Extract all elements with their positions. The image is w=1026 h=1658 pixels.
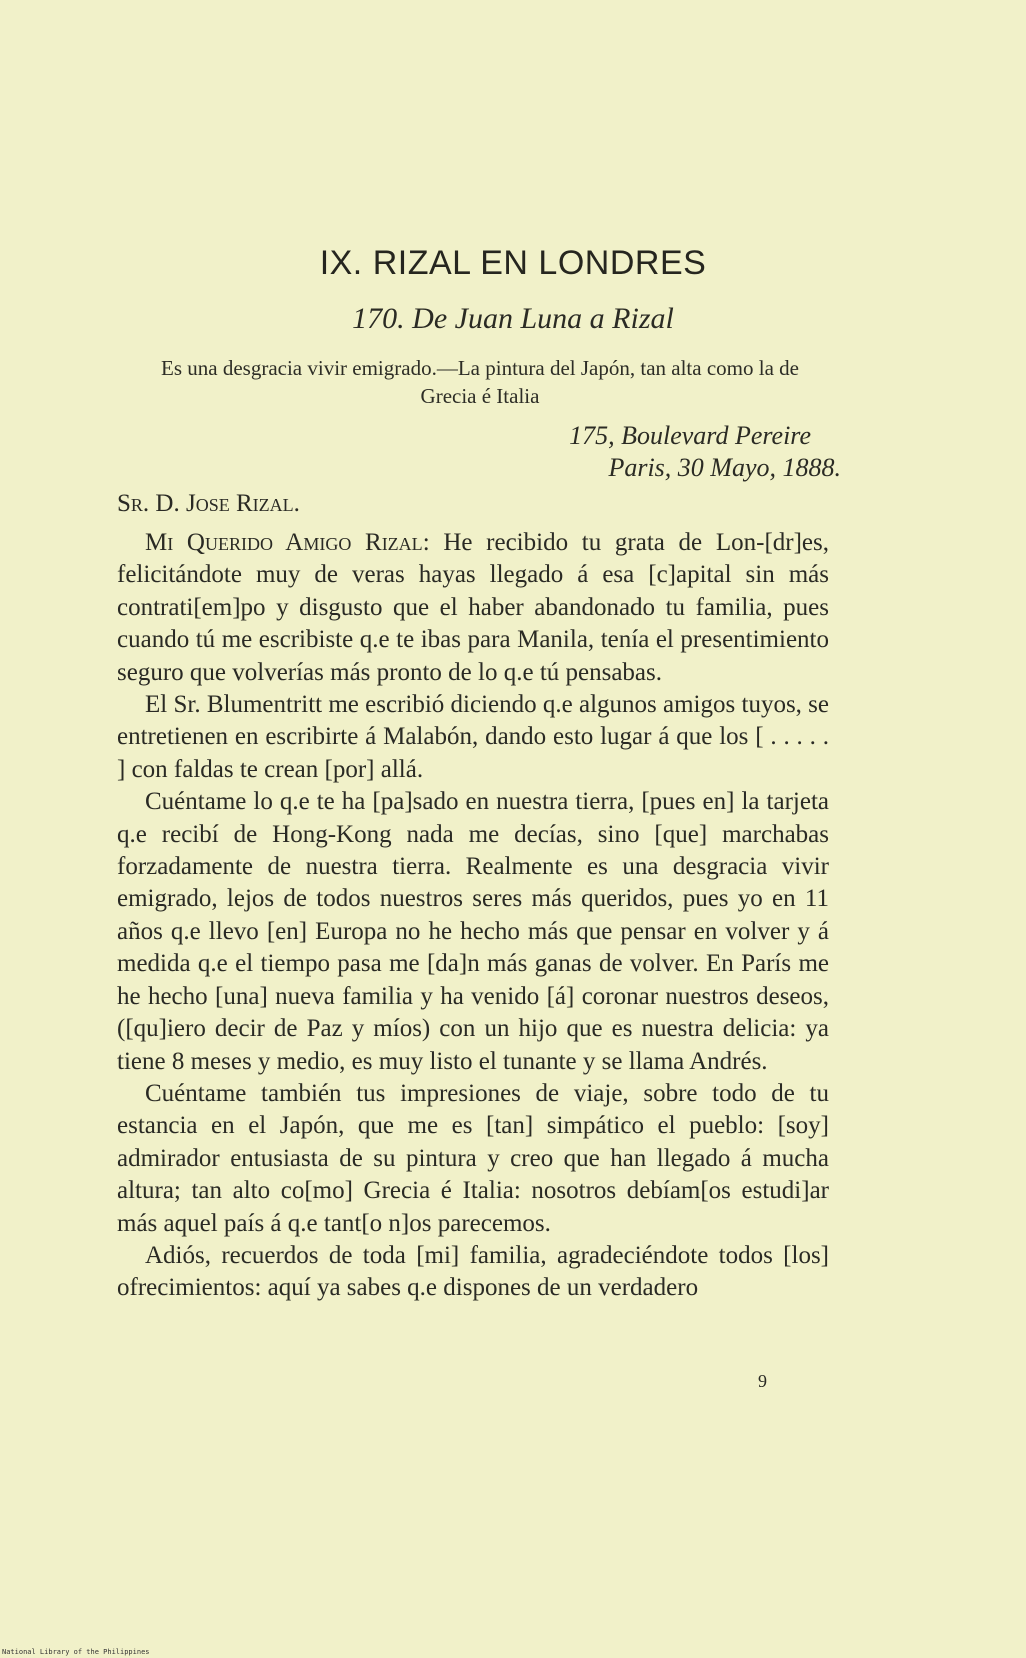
page-number: 9 xyxy=(758,1371,767,1391)
letter-body xyxy=(117,527,829,1305)
body-paragraph-4: Cuéntame también tus impresiones de viaje, sobre todo de tu estancia en el Japón, que me es [tan] simpático el pueblo: [soy] admirador entusiasta de su pintura y creo que han llegado á mucha altura; tan alto co[mo] Grecia é Italia: nosotros debíam[os estudi]ar más aquel país á q.e tant[o n]os parecemos. xyxy=(117,1079,829,1237)
place-date-block xyxy=(569,420,841,484)
letter-date: Paris, 30 Mayo, 1888. xyxy=(608,453,841,482)
body-paragraph-2: El Sr. Blumentritt me escribió diciendo q.e algunos amigos tuyos, se entretienen en escribirte á Malabón, dando esto lugar á que los [ . . . . . ] con faldas te crean [por] allá. xyxy=(117,691,829,783)
paragraph-1-text: : He recibido tu grata de Lon-[dr]es, felicitándote muy de veras hayas llegado á esa [c]apital sin más contrati[em]po y disgusto que el haber abandonado tu familia, pues cuando tú me escribiste q.e te ibas para Manila, tenía el presentimiento seguro que volverías más pronto de lo q.e tú pensabas. xyxy=(117,529,829,686)
library-footer: National Library of the Philippines xyxy=(2,1648,150,1656)
salutation: Mi Querido Amigo Rizal xyxy=(145,529,423,556)
letter-summary: Es una desgracia vivir emigrado.—La pintura del Japón, tan alta como la de Grecia é Italia xyxy=(161,356,799,408)
letter-place: 175, Boulevard Pereire xyxy=(569,421,811,450)
body-paragraph-3: Cuéntame lo q.e te ha [pa]sado en nuestra tierra, [pues en] la tarjeta q.e recibí de Hong-Kong nada me decías, sino [que] marchabas forzadamente de nuestra tierra. Realmente es una desgracia vivir emigrado, lejos de todos nuestros seres más queridos, pues yo en 11 años q.e llevo [en] Europa no he hecho más que pensar en volver y á medida q.e el tiempo pasa me [da]n más ganas de volver. En París me he hecho [una] nueva familia y ha venido [á] coronar nuestros deseos, ([qu]iero decir de Paz y míos) con un hijo que es nuestra delicia: ya tiene 8 meses y medio, es muy listo el tunante y se llama Andrés. xyxy=(117,788,829,1075)
letter-heading: 170. De Juan Luna a Rizal xyxy=(352,302,674,335)
body-paragraph-1 xyxy=(117,527,829,689)
addressee: Sr. D. Jose Rizal. xyxy=(117,490,300,517)
chapter-title: IX. RIZAL EN LONDRES xyxy=(319,244,707,282)
body-paragraph-5: Adiós, recuerdos de toda [mi] familia, agradeciéndote todos [los] ofrecimientos: aquí ya sabes q.e dispones de un verdadero xyxy=(117,1241,829,1302)
